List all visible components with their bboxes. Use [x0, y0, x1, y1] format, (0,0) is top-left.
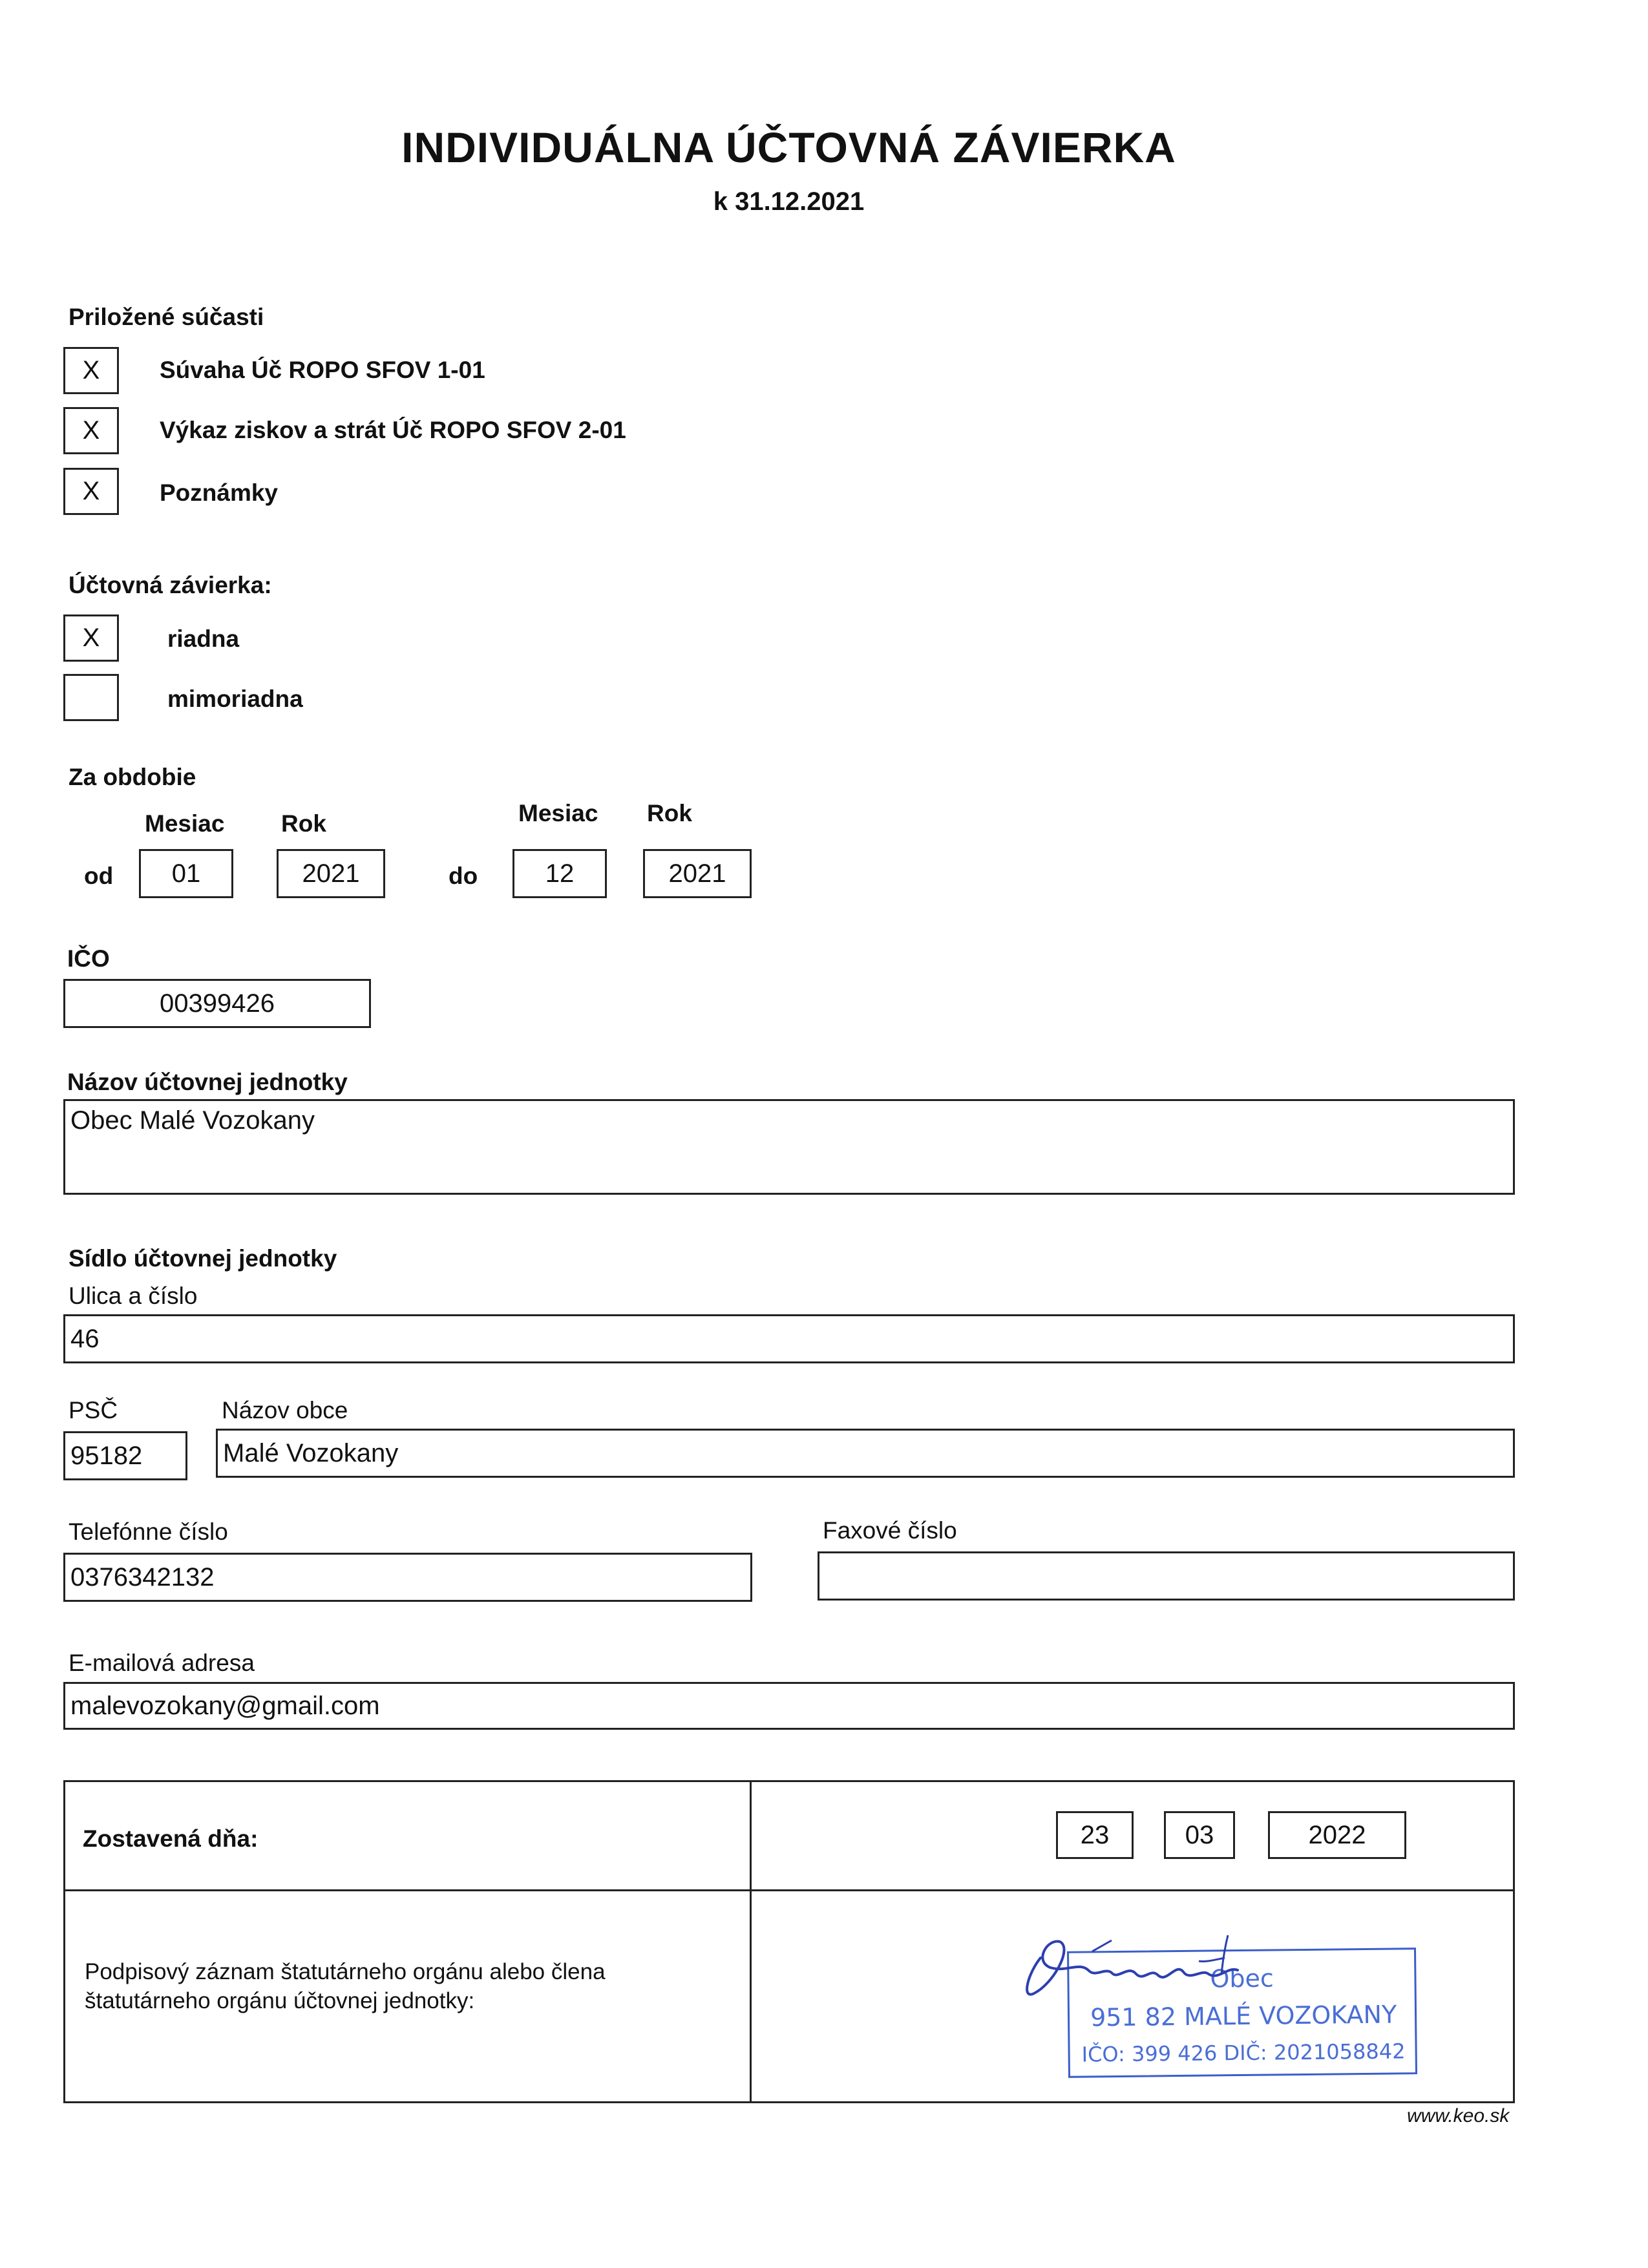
closing-checkbox-extraordinary[interactable] [63, 674, 119, 721]
period-label: Za obdobie [69, 764, 196, 790]
closing-label-regular: riadna [167, 625, 240, 652]
street-label: Ulica a číslo [69, 1283, 198, 1309]
table-vertical-divider [750, 1780, 752, 2103]
address-label: Sídlo účtovnej jednotky [69, 1245, 337, 1272]
period-from-month-header: Mesiac [145, 810, 225, 837]
attachments-label: Priložené súčasti [69, 304, 264, 330]
attachment-label-notes: Poznámky [160, 479, 279, 506]
fax-label: Faxové číslo [823, 1517, 957, 1544]
period-from-year-field[interactable]: 2021 [277, 849, 385, 898]
email-field[interactable]: malevozokany@gmail.com [63, 1682, 1515, 1730]
city-label: Názov obce [222, 1397, 348, 1423]
psc-field[interactable]: 95182 [63, 1431, 187, 1480]
period-to-year-header: Rok [647, 800, 692, 826]
stamp-line2: 951 82 MALÉ VOZOKANY [1090, 2000, 1397, 2032]
city-field[interactable]: Malé Vozokany [216, 1429, 1515, 1478]
period-from-label: od [84, 863, 114, 889]
attachment-label-income-statement: Výkaz ziskov a strát Úč ROPO SFOV 2-01 [160, 417, 626, 443]
compiled-month-field[interactable]: 03 [1164, 1811, 1235, 1859]
attachment-checkbox-balance-sheet[interactable]: X [63, 347, 119, 394]
compiled-label: Zostavená dňa: [83, 1825, 259, 1852]
stamp-line3: IČO: 399 426 DIČ: 2021058842 [1081, 2039, 1406, 2067]
attachment-label-balance-sheet: Súvaha Úč ROPO SFOV 1-01 [160, 357, 485, 383]
closing-checkbox-regular[interactable]: X [63, 614, 119, 662]
compiled-day-field[interactable]: 23 [1056, 1811, 1134, 1859]
signature-label-line1: Podpisový záznam štatutárneho orgánu alebo člena [85, 1959, 606, 1984]
attachment-checkbox-notes[interactable]: X [63, 468, 119, 515]
ico-label: IČO [67, 945, 110, 972]
closing-type-label: Účtovná závierka: [69, 572, 272, 598]
closing-label-extraordinary: mimoriadna [167, 686, 303, 712]
period-to-month-header: Mesiac [518, 800, 598, 826]
attachment-checkbox-income-statement[interactable]: X [63, 407, 119, 454]
phone-label: Telefónne číslo [69, 1518, 228, 1545]
footer-website: www.keo.sk [1407, 2105, 1510, 2126]
phone-field[interactable]: 0376342132 [63, 1553, 752, 1602]
entity-name-label: Názov účtovnej jednotky [67, 1069, 348, 1095]
signature-label-line2: štatutárneho orgánu účtovnej jednotky: [85, 1988, 475, 2013]
stamp-line1: Obec [1210, 1964, 1274, 1993]
document-subtitle: k 31.12.2021 [713, 187, 865, 216]
period-to-month-field[interactable]: 12 [512, 849, 607, 898]
ico-field[interactable]: 00399426 [63, 979, 371, 1028]
psc-label: PSČ [69, 1397, 118, 1423]
table-horizontal-divider [63, 1889, 1515, 1891]
period-from-year-header: Rok [281, 810, 326, 837]
email-label: E-mailová adresa [69, 1650, 255, 1676]
entity-name-field[interactable]: Obec Malé Vozokany [63, 1099, 1515, 1195]
compiled-year-field[interactable]: 2022 [1268, 1811, 1406, 1859]
period-to-label: do [449, 863, 478, 889]
period-from-month-field[interactable]: 01 [139, 849, 233, 898]
handwritten-signature [1015, 1922, 1286, 2026]
period-to-year-field[interactable]: 2021 [643, 849, 752, 898]
fax-field[interactable] [818, 1551, 1515, 1601]
street-field[interactable]: 46 [63, 1314, 1515, 1363]
document-title: INDIVIDUÁLNA ÚČTOVNÁ ZÁVIERKA [401, 123, 1176, 171]
